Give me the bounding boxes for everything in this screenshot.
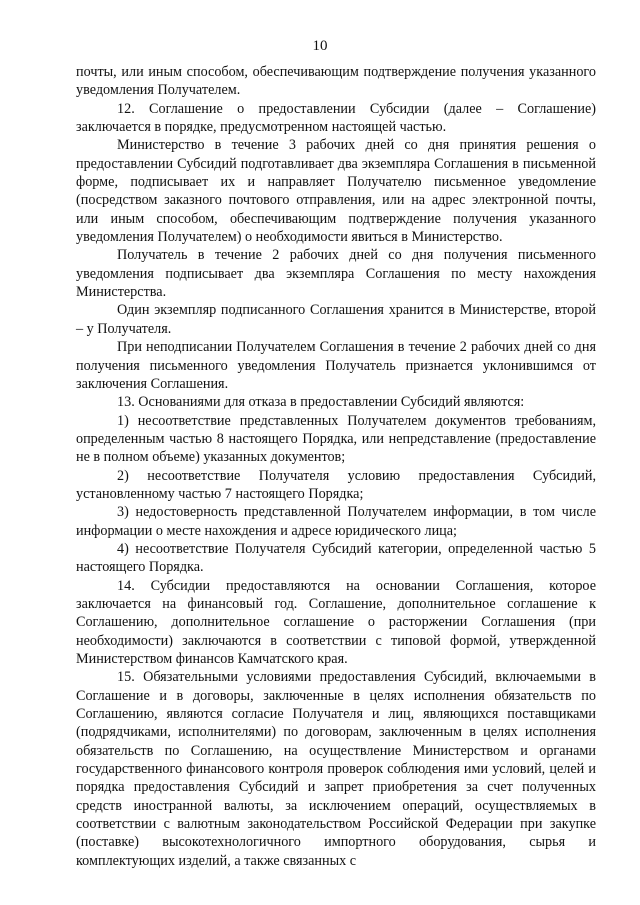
paragraph-continuation: почты, или иным способом, обеспечивающим подтверждение получения указанного уведомления Получателем.: [76, 64, 596, 99]
list-item-1: 1) несоответствие представленных Получателем документов требованиям, определенным частью 8 настоящего Порядка, или непредставление (предоставление не в полном объеме) указанных документов;: [76, 412, 596, 466]
paragraph-14: 14. Субсидии предоставляются на основании Соглашения, которое заключается на финансовый год. Соглашение, дополнительное соглашение к Соглашению, дополнительное соглашение о расторжении Соглашения (при необходимости) заключаются в соответствии с типовой формой, утвержденной Министерством финансов Камчатского края.: [76, 577, 596, 667]
list-item-4: 4) несоответствие Получателя Субсидий категории, определенной частью 5 настоящего Порядка.: [76, 540, 596, 576]
paragraph-12: 12. Соглашение о предоставлении Субсидии (далее – Соглашение) заключается в порядке, предусмотренном настоящей частью.: [76, 100, 596, 136]
list-item-2: 2) несоответствие Получателя условию предоставления Субсидий, установленному частью 7 настоящего Порядка;: [76, 467, 596, 502]
page-number: 10: [312, 38, 328, 54]
paragraph-recipient-signs: Получатель в течение 2 рабочих дней со дня получения письменного уведомления подписывает два экземпляра Соглашения по месту нахождения Министерства.: [76, 247, 596, 301]
document-body: [76, 63, 596, 870]
paragraph-copies: Один экземпляр подписанного Соглашения хранится в Министерстве, второй – у Получателя.: [76, 302, 596, 337]
paragraph-ministry-prepares: Министерство в течение 3 рабочих дней со дня принятия решения о предоставлении Субсидий подготавливает два экземпляра Соглашения в письменной форме, подписывает их и направляет Получателю письменное уведомление (посредством заказного почтового отправления, или на адрес электронной почты, или иным способом, обеспечивающим подтверждение получения указанного уведомления Получателем) о необходимости явиться в Министерство.: [76, 137, 596, 246]
paragraph-15: 15. Обязательными условиями предоставления Субсидий, включаемыми в Соглашение и в договоры, заключенные в целях исполнения обязательств по Соглашению, являются согласие Получателя и лиц, являющихся поставщиками (подрядчиками, исполнителями) по договорам, заключенным в целях исполнения обязательств по Соглашению, на осуществление Министерством и органами государственного финансового контроля проверок соблюдения ими условий, целей и порядка предоставления Субсидий и запрет приобретения за счет полученных средств иностранной валюты, за исключением операций, осуществляемых в соответствии с валютным законодательством Российской Федерации при закупке (поставке) высокотехнологичного импортного оборудования, сырья и комплектующих изделий, а также связанных с: [76, 669, 596, 869]
list-item-3: 3) недостоверность представленной Получателем информации, в том числе информации о месте нахождения и адресе юридического лица;: [76, 504, 596, 539]
paragraph-evasion: При неподписании Получателем Соглашения в течение 2 рабочих дней со дня получения письменного уведомления Получатель признается уклонившимся от заключения Соглашения.: [76, 339, 596, 392]
paragraph-13: 13. Основаниями для отказа в предоставлении Субсидий являются:: [117, 394, 525, 411]
